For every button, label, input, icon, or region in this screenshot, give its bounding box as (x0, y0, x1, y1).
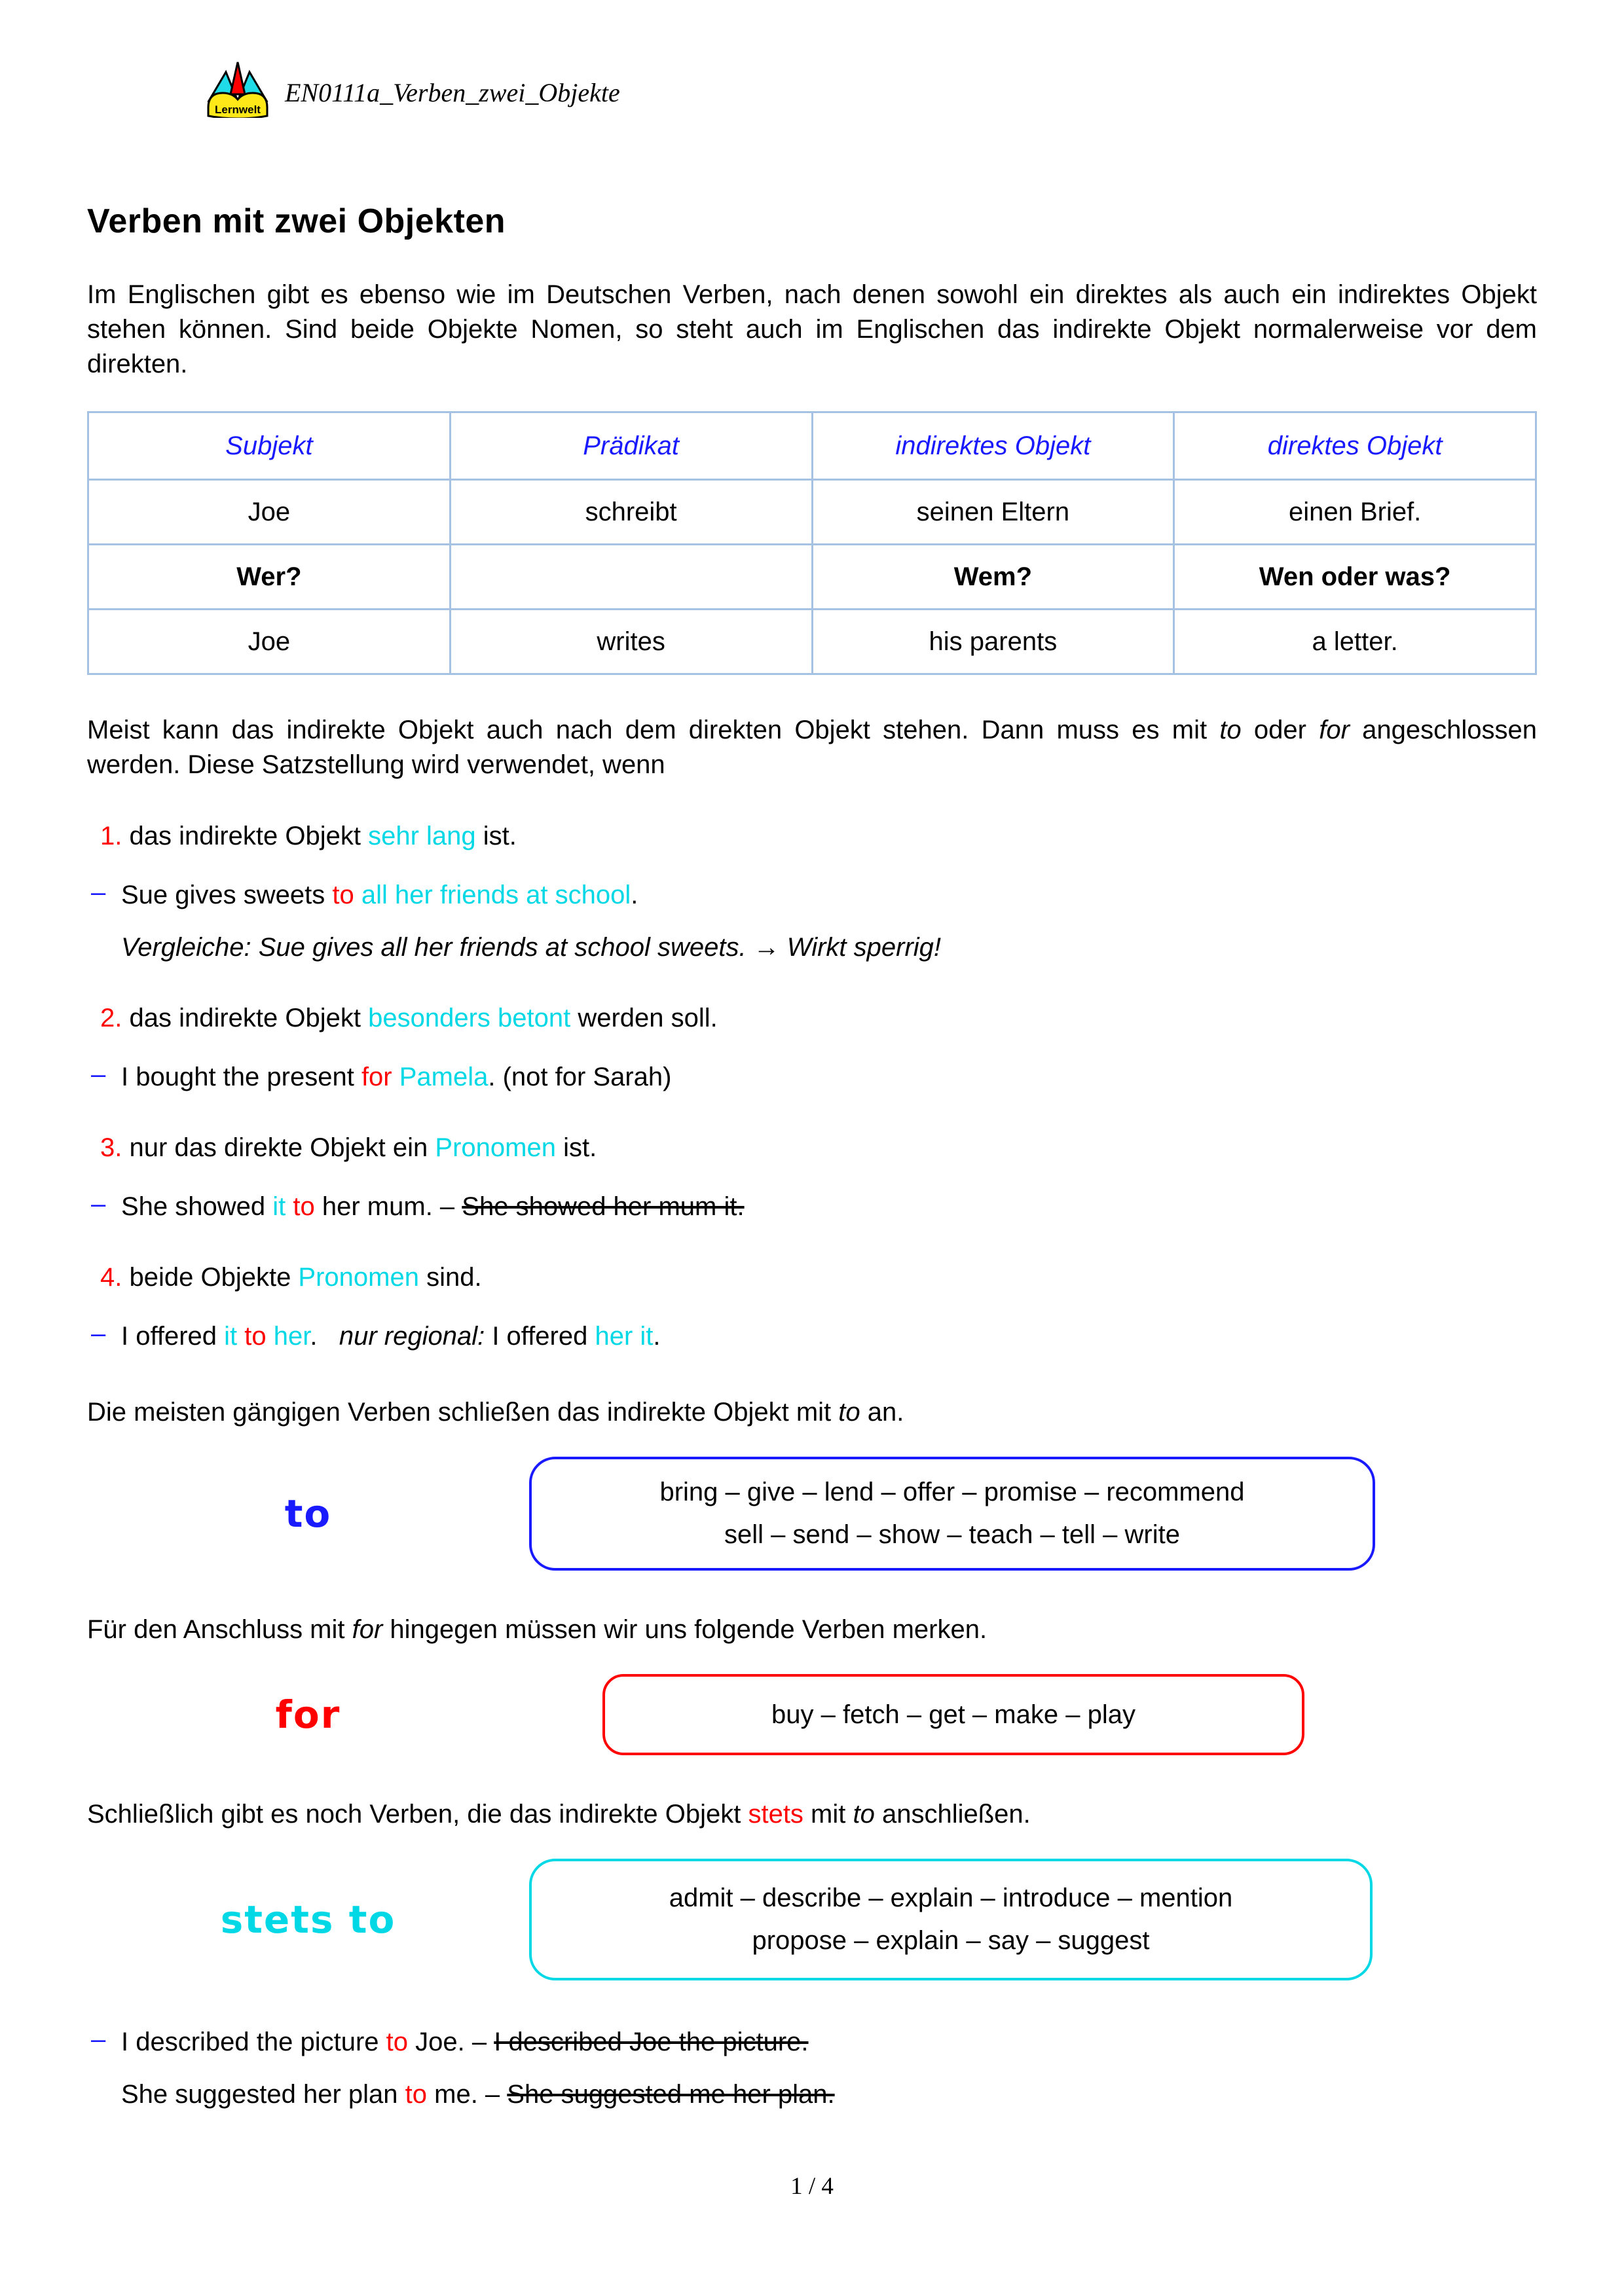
text-segment: to (293, 1192, 315, 1221)
text-segment: I bought the present (121, 1062, 361, 1091)
text-segment: Schließlich gibt es noch Verben, die das indirekte Objekt (87, 1800, 748, 1829)
verb-list-line: bring – give – lend – offer – promise – recommend (659, 1477, 1245, 1506)
text-segment (392, 1063, 399, 1091)
text-segment: oder (1241, 716, 1320, 745)
for-label: for (275, 1692, 341, 1737)
verb-list-line: propose – explain – say – suggest (752, 1926, 1150, 1956)
table-row (88, 610, 1536, 674)
text-segment: Vergleiche: Sue gives all her friends at school sweets. → Wirkt sperrig! (121, 932, 942, 962)
table-row (88, 480, 1536, 545)
text-segment: her (273, 1321, 310, 1351)
text-segment: sind. (418, 1262, 482, 1292)
table-header-row (88, 412, 1536, 480)
text-segment: angeschlossen werden. Diese Satzstellung wird verwendet, wenn (87, 716, 1537, 780)
final-example-item (87, 2025, 1537, 2111)
text-segment: sehr lang (368, 821, 476, 850)
text-segment: She suggested her plan (121, 2079, 405, 2109)
to-label-column (87, 1491, 529, 1536)
text-segment: das indirekte Objekt (122, 1003, 369, 1032)
text-segment: ist. (475, 821, 517, 850)
example-line (121, 1190, 1537, 1224)
verb-list-line: admit – describe – explain – introduce – mention (669, 1884, 1233, 1913)
for-label-column (87, 1692, 529, 1737)
example-line (121, 2077, 1537, 2111)
page-title: Verben mit zwei Objekten (87, 202, 506, 240)
example-text (121, 878, 1537, 964)
text-segment: 4. (100, 1262, 122, 1292)
text-segment: for (1319, 716, 1350, 745)
verb-list-line: sell – send – show – teach – tell – write (724, 1520, 1180, 1549)
table-cell: schreibt (450, 480, 812, 545)
text-segment: das indirekte Objekt (122, 821, 369, 850)
text-segment: hingegen müssen wir uns folgende Verben merken. (382, 1614, 987, 1644)
table-header-cell: indirektes Objekt (812, 412, 1174, 480)
text-segment (267, 1322, 274, 1351)
document-filename: EN0111a_Verben_zwei_Objekte (285, 78, 620, 107)
text-segment: her it (595, 1321, 654, 1351)
text-segment: Sue gives sweets (121, 880, 333, 909)
table-cell: einen Brief. (1174, 480, 1536, 545)
dash-marker: – (91, 877, 106, 907)
text-segment: it (272, 1192, 286, 1221)
table-cell: Wer? (88, 545, 451, 610)
table-cell: Wen oder was? (1174, 545, 1536, 610)
table-cell: Wem? (812, 545, 1174, 610)
example-item-3 (87, 1190, 1537, 1224)
text-segment: Pamela (399, 1062, 489, 1091)
text-segment: me. – (427, 2079, 507, 2109)
text-segment: anschließen. (874, 1800, 1031, 1829)
text-segment: to (332, 880, 354, 909)
table-cell: seinen Eltern (812, 480, 1174, 545)
text-segment: Pronomen (298, 1262, 419, 1292)
text-segment: for (352, 1614, 383, 1644)
text-segment: I described the picture (121, 2027, 386, 2056)
strikethrough-text: She suggested me her plan. (507, 2079, 835, 2109)
text-segment: . (653, 1321, 661, 1351)
text-segment: stets (748, 1800, 803, 1829)
table-row (88, 545, 1536, 610)
dash-marker: – (91, 1059, 106, 1089)
to-section-row (87, 1457, 1537, 1571)
example-text (121, 1319, 1537, 1353)
text-segment: nur regional: (339, 1321, 485, 1351)
text-segment: werden soll. (570, 1003, 718, 1032)
text-segment (354, 881, 361, 909)
dash-marker: – (91, 1319, 106, 1348)
text-segment: mit (803, 1800, 853, 1829)
text-segment: Für den Anschluss mit (87, 1614, 352, 1644)
text-segment: to (853, 1800, 875, 1829)
to-label: to (284, 1491, 332, 1536)
text-segment: an. (860, 1397, 904, 1427)
table-cell: Joe (88, 610, 451, 674)
text-segment: . (310, 1321, 339, 1351)
text-segment: I offered (121, 1321, 225, 1351)
text-segment: to (1219, 716, 1242, 745)
stets-to-label: stets to (220, 1897, 396, 1942)
lernwelt-logo-icon (205, 60, 270, 124)
table-cell: writes (450, 610, 812, 674)
table-cell: Joe (88, 480, 451, 545)
example-item-4 (87, 1319, 1537, 1353)
text-segment: it (224, 1321, 238, 1351)
text-segment: to (244, 1321, 267, 1351)
text-segment: ist. (555, 1133, 597, 1162)
example-item-1 (87, 878, 1537, 964)
logo-text: Lernwelt (215, 103, 261, 116)
text-segment: Die meisten gängigen Verben schließen das indirekte Objekt mit (87, 1397, 839, 1427)
table-cell (450, 545, 812, 610)
for-section-intro (87, 1613, 1537, 1647)
text-segment: I offered (485, 1321, 595, 1351)
text-segment (237, 1322, 244, 1351)
text-segment: 2. (100, 1003, 122, 1032)
text-segment: nur das direkte Objekt ein (122, 1133, 435, 1162)
text-segment: Joe. – (408, 2027, 494, 2056)
example-text (121, 1060, 1537, 1094)
verb-list-line: buy – fetch – get – make – play (771, 1700, 1135, 1729)
table-cell: his parents (812, 610, 1174, 674)
document-header (205, 0, 1537, 124)
strikethrough-text: She showed her mum it. (462, 1192, 745, 1221)
rule-item-2 (87, 1001, 1537, 1035)
middle-paragraph (87, 713, 1537, 782)
page-number: 1 / 4 (790, 2173, 834, 2200)
for-verbs-box (602, 1674, 1304, 1756)
rule-item-3 (87, 1131, 1537, 1165)
intro-paragraph: Im Englischen gibt es ebenso wie im Deutschen Verben, nach denen sowohl ein direktes als auch ein indirektes Objekt stehen können. Sind beide Objekte Nomen, so steht auch im Englischen das indirekte Objekt normalerweise vor dem direkten. (87, 280, 1537, 378)
text-segment: 3. (100, 1133, 122, 1162)
example-line (121, 1060, 1537, 1094)
text-segment: Pronomen (435, 1133, 556, 1162)
text-segment (286, 1192, 293, 1221)
strikethrough-text: I described Joe the picture. (494, 2027, 809, 2056)
stets-to-verbs-box (529, 1859, 1373, 1980)
to-verbs-box (529, 1457, 1375, 1571)
stets-section-row (87, 1859, 1537, 1980)
example-line (121, 2025, 1537, 2059)
table-cell: a letter. (1174, 610, 1536, 674)
table-header-cell: direktes Objekt (1174, 412, 1536, 480)
text-segment: all her friends at school (361, 880, 631, 909)
table-header-cell: Subjekt (88, 412, 451, 480)
example-line (121, 930, 1537, 964)
dash-marker: – (91, 2024, 106, 2054)
text-segment: Meist kann das indirekte Objekt auch nach dem direkten Objekt stehen. Dann muss es mit (87, 716, 1220, 745)
text-segment: to (838, 1397, 860, 1427)
dash-marker: – (91, 1189, 106, 1218)
example-text (121, 1190, 1537, 1224)
rule-item-1 (87, 819, 1537, 853)
text-segment: for (361, 1062, 392, 1091)
table-header-cell: Prädikat (450, 412, 812, 480)
stets-label-column (87, 1897, 529, 1942)
rule-item-4 (87, 1260, 1537, 1294)
example-item-2 (87, 1060, 1537, 1094)
grammar-table (87, 411, 1537, 675)
for-section-row (87, 1674, 1537, 1756)
text-segment: to (386, 2027, 409, 2056)
text-segment: beide Objekte (122, 1262, 299, 1292)
text-segment: her mum. – (314, 1192, 462, 1221)
to-section-intro (87, 1395, 1537, 1429)
text-segment: besonders betont (368, 1003, 571, 1032)
example-line (121, 1319, 1537, 1353)
example-line (121, 878, 1537, 912)
text-segment: She showed (121, 1192, 273, 1221)
text-segment: 1. (100, 821, 122, 850)
text-segment: . (631, 880, 638, 909)
text-segment: to (405, 2079, 428, 2109)
text-segment: . (not for Sarah) (488, 1062, 672, 1091)
example-text (121, 2025, 1537, 2111)
stets-section-intro (87, 1797, 1537, 1831)
